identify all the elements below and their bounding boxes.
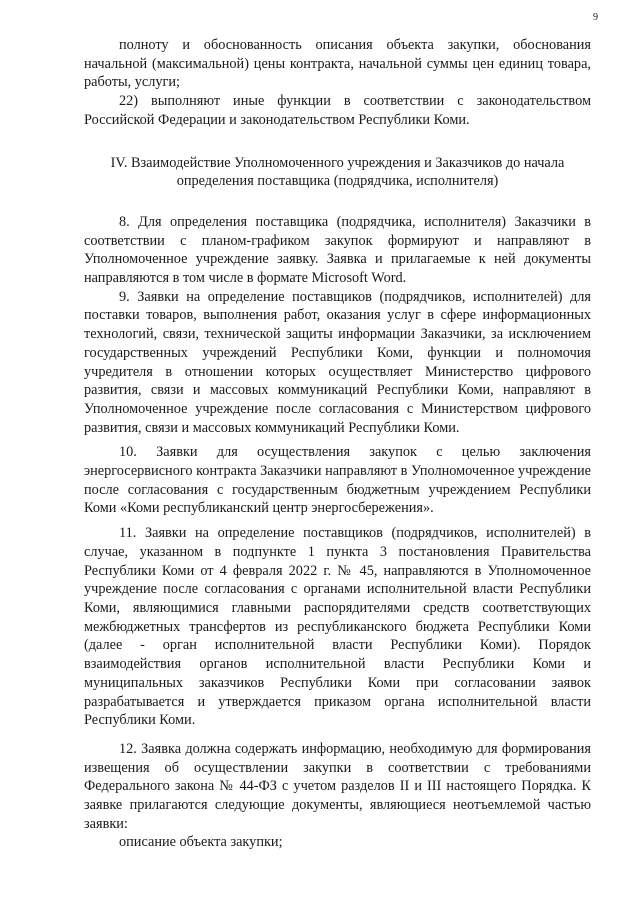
paragraph-12: 12. Заявка должна содержать информацию, необходимую для формирования извещения об осуществлении закупки в соответствии с требованиями Федерального закона № 44-ФЗ с учетом разделов II и III настоящего Порядка. К заявке прилагаются следующие документы, являющиеся неотъемлемой частью заявки:	[84, 740, 591, 832]
paragraph-8: 8. Для определения поставщика (подрядчика, исполнителя) Заказчики в соответствии с планом-графиком закупок формируют и направляют в Уполномоченное учреждение заявку. Заявка и прилагаемые к ней документы направляются в том числе в формате Microsoft Word.	[84, 213, 591, 287]
section-heading: IV. Взаимодействие Уполномоченного учреждения и Заказчиков до начала определения поставщика (подрядчика, исполнителя)	[110, 154, 565, 190]
page-number: 9	[593, 12, 598, 23]
paragraph-22: 22) выполняют иные функции в соответствии с законодательством Российской Федерации и законодательством Республики Коми.	[84, 93, 591, 128]
paragraph-9: 9. Заявки на определение поставщиков (подрядчиков, исполнителей) для поставки товаров, выполнения работ, оказания услуг в сфере информационных технологий, связи, технической защиты информации Заказчики, за исключением государственных учреждений Республики Коми, функции и полномочия учредителя в отношении которых осуществляет Министерство цифрового развития, связи и массовых коммуникаций Республики Коми, направляют в Уполномоченное учреждение после согласования с Министерством цифрового развития, связи и массовых коммуникаций Республики Коми.	[84, 288, 591, 436]
document-body	[84, 36, 591, 852]
paragraph-11: 11. Заявки на определение поставщиков (подрядчиков, исполнителей) в случае, указанном в подпункте 1 пункта 3 постановления Правительства Республики Коми от 4 февраля 2022 г. № 45, направляются в Уполномоченное учреждение после согласования с органами исполнительной власти Республики Коми, являющимися главными распорядителями средств соответствующих межбюджетных трансфертов из республиканского бюджета Республики Коми (далее - орган исполнительной власти Республики Коми). Порядок взаимодействия органов исполнительной власти Республики Коми и муниципальных заказчиков Республики Коми при согласовании заявок разрабатывается и утверждается приказом органа исполнительной власти Республики Коми.	[84, 525, 591, 729]
paragraph-10: 10. Заявки для осуществления закупок с целью заключения энергосервисного контракта Заказчики направляют в Уполномоченное учреждение после согласования с государственным бюджетным учреждением Республики Коми «Коми республиканский центр энергосбережения».	[84, 444, 591, 517]
list-item-object-description: описание объекта закупки;	[119, 834, 283, 851]
paragraph-continuation: полноту и обоснованность описания объекта закупки, обоснования начальной (максимальной) цены контракта, начальной суммы цен единиц товара, работы, услуги;	[84, 37, 591, 91]
